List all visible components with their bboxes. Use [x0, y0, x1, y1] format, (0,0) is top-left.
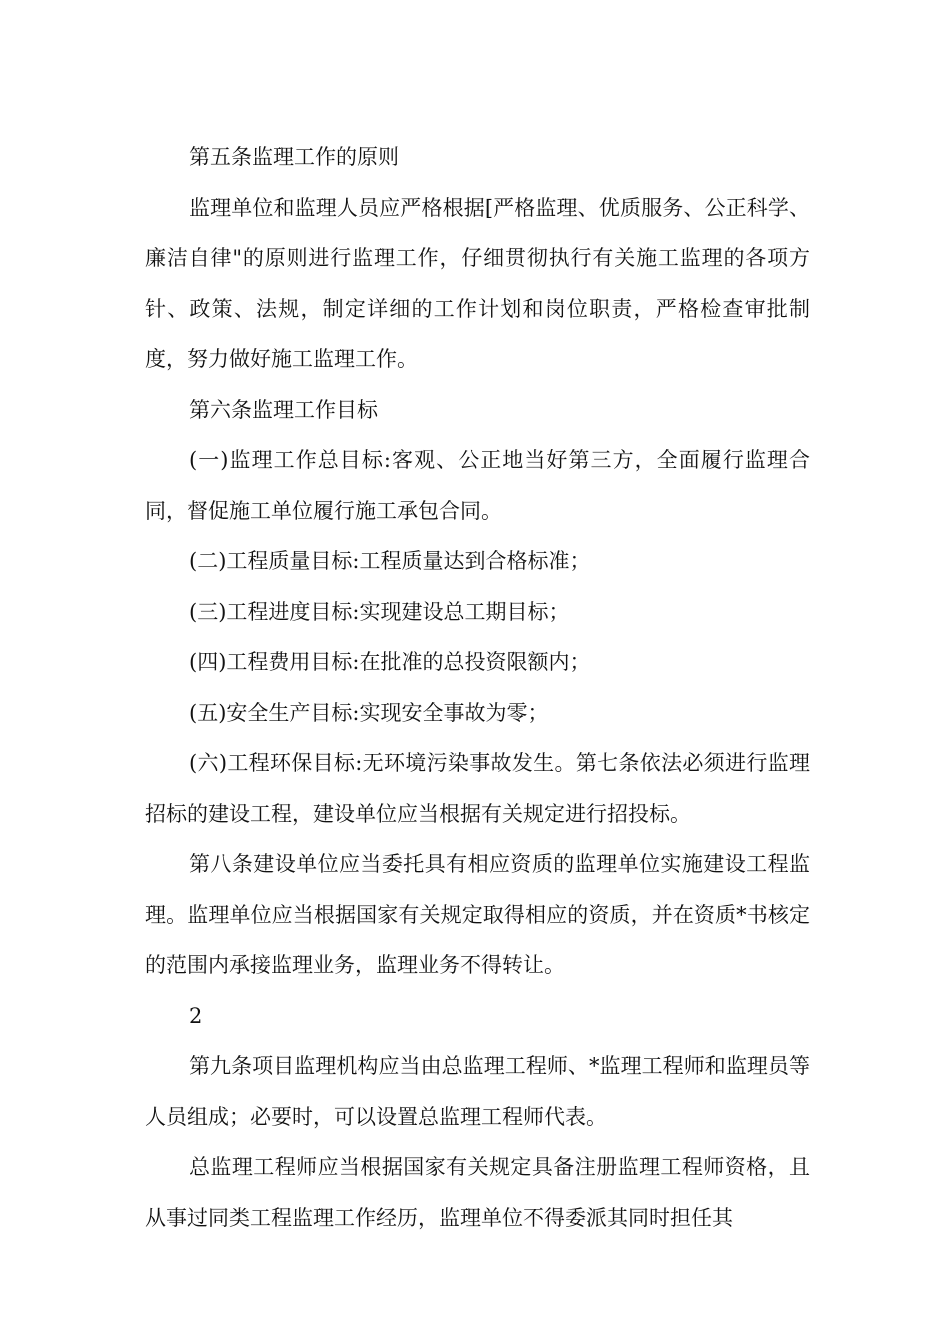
article-5-text: 监理单位和监理人员应严格根据[严格监理、优质服务、公正科学、廉洁自律"的原则进行监理工作，仔细贯彻执行有关施工监理的各项方针、政策、法规，制定详细的工作计划和岗位职责，严格检查审批制度，努力做好施工监理工作。 [145, 195, 810, 371]
goal-cost: (四)工程费用目标:在批准的总投资限额内； [189, 650, 591, 674]
article-9-text: 第九条项目监理机构应当由总监理工程师、*监理工程师和监理员等人员组成；必要时，可以设置总监理工程师代表。 [145, 1054, 810, 1129]
goal-safety: (五)安全生产目标:实现安全事故为零； [189, 700, 549, 725]
page-number: 2 [189, 1003, 203, 1028]
document-body [145, 132, 810, 1243]
article-5-heading: 第五条监理工作的原则 [189, 145, 399, 169]
article-6-heading: 第六条监理工作目标 [189, 397, 378, 422]
goal-quality: (二)工程质量目标:工程质量达到合格标准； [189, 549, 591, 573]
chief-engineer-text: 总监理工程师应当根据国家有关规定具备注册监理工程师资格，且从事过同类工程监理工作经历，监理单位不得委派其同时担任其 [145, 1155, 810, 1230]
goal-environment: (六)工程环保目标:无环境污染事故发生。第七条依法必须进行监理招标的建设工程，建设单位应当根据有关规定进行招投标。 [145, 751, 810, 826]
goal-schedule: (三)工程进度目标:实现建设总工期目标； [189, 599, 570, 624]
article-8-text: 第八条建设单位应当委托具有相应资质的监理单位实施建设工程监理。监理单位应当根据国家有关规定取得相应的资质，并在资质*书核定的范围内承接监理业务，监理业务不得转让。 [145, 852, 810, 977]
goal-overall: (一)监理工作总目标:客观、公正地当好第三方，全面履行监理合同，督促施工单位履行施工承包合同。 [145, 448, 810, 523]
